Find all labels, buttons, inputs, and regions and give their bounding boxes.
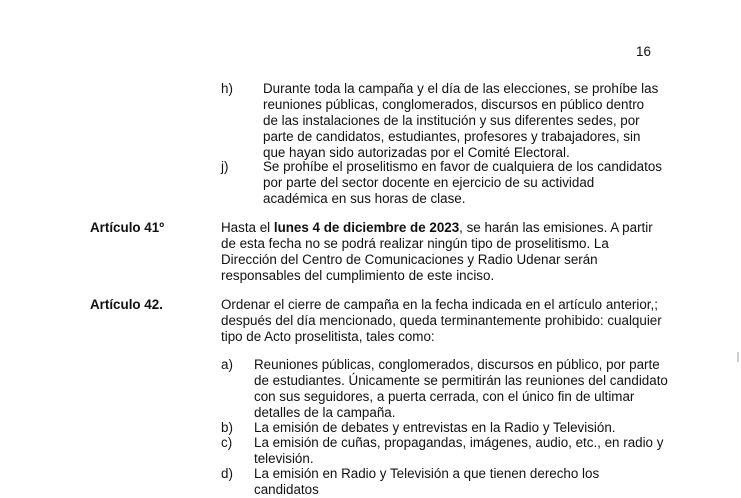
- margin-mark: [737, 352, 739, 362]
- list-item-letter: a): [221, 357, 233, 372]
- text-line: La emisión en Radio y Televisión a que tienen derecho los: [254, 466, 600, 481]
- text-line: de estudiantes. Únicamente se permitirán las reuniones del candidato: [254, 373, 668, 388]
- text-line: candidatos: [254, 482, 319, 497]
- text-segment: Hasta el: [221, 220, 274, 235]
- article-label: Artículo 42.: [90, 297, 163, 312]
- list-item-letter: h): [221, 81, 233, 96]
- text-line: [221, 220, 653, 236]
- text-line: detalles de la campaña.: [254, 405, 396, 420]
- text-line: reuniones públicas, conglomerados, discursos en público dentro: [263, 97, 645, 112]
- page-number: 16: [636, 44, 651, 59]
- text-line: de esta fecha no se podrá realizar ningún tipo de proselitismo. La: [221, 236, 609, 251]
- text-line: académica en sus horas de clase.: [263, 191, 466, 206]
- text-segment: , se harán las emisiones. A partir: [459, 220, 653, 235]
- text-line: Dirección del Centro de Comunicaciones y Radio Udenar serán: [221, 252, 598, 267]
- date-highlight: lunes 4 de diciembre de 2023: [273, 220, 460, 235]
- text-line: que hayan sido autorizadas por el Comité Electoral.: [263, 145, 570, 160]
- text-line: La emisión de debates y entrevistas en la Radio y Televisión.: [254, 420, 616, 435]
- text-line: por parte del sector docente en ejercicio de su actividad: [263, 175, 595, 190]
- text-line: televisión.: [254, 451, 314, 466]
- list-item-letter: j): [221, 159, 229, 174]
- text-line: tipo de Acto proselitista, tales como:: [221, 329, 435, 344]
- text-line: Reuniones públicas, conglomerados, discursos en público, por parte: [254, 357, 660, 372]
- text-line: Durante toda la campaña y el día de las elecciones, se prohíbe las: [263, 81, 659, 96]
- text-line: La emisión de cuñas, propagandas, imágenes, audio, etc., en radio y: [254, 435, 664, 450]
- list-item-letter: d): [221, 466, 233, 481]
- text-line: Ordenar el cierre de campaña en la fecha indicada en el artículo anterior,;: [221, 297, 658, 312]
- article-label: Artículo 41º: [90, 220, 165, 235]
- list-item-letter: c): [221, 435, 233, 450]
- text-line: parte de candidatos, estudiantes, profesores y trabajadores, sin: [263, 129, 641, 144]
- text-line: Se prohíbe el proselitismo en favor de cualquiera de los candidatos: [263, 159, 662, 174]
- text-line: de las instalaciones de la institución y sus diferentes sedes, por: [263, 113, 640, 128]
- text-line: después del día mencionado, queda terminantemente prohibido: cualquier: [221, 313, 662, 328]
- text-line: con sus seguidores, a puerta cerrada, con el único fin de ultimar: [254, 389, 635, 404]
- list-item-letter: b): [221, 420, 233, 435]
- text-line: responsables del cumplimiento de este inciso.: [221, 268, 495, 283]
